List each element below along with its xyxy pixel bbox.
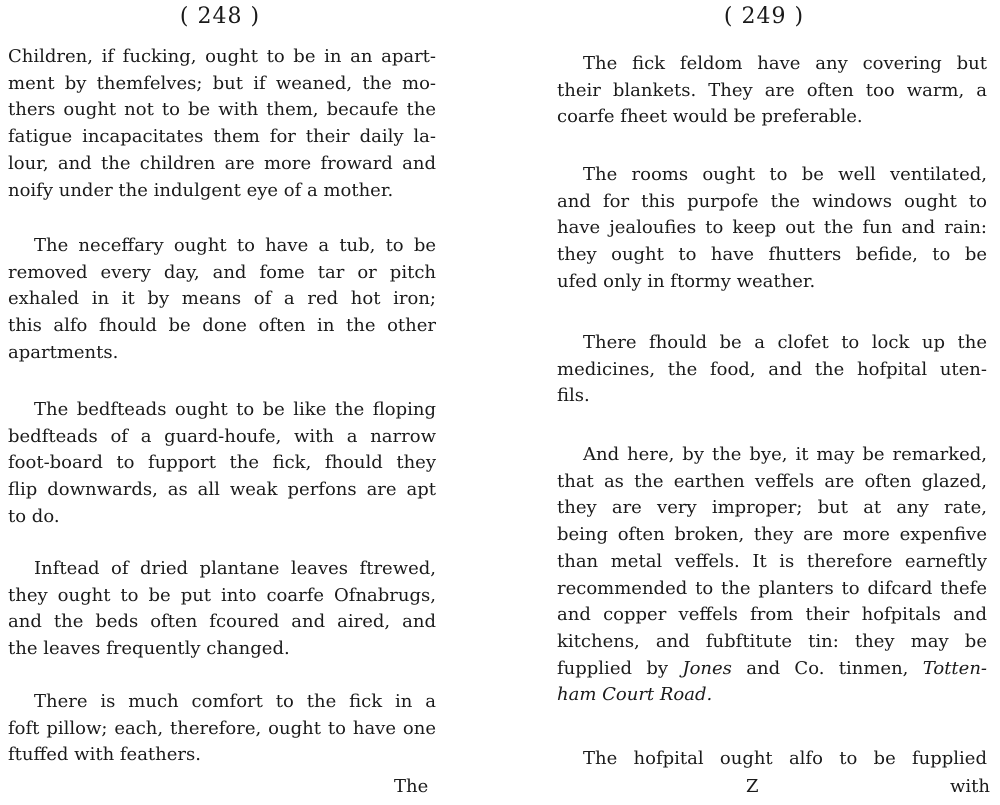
text-line: kitchens, and fubftitute tin: they may be [557, 630, 987, 652]
text-line: the leaves frequently changed. [8, 638, 290, 660]
text-line: ftuffed with feathers. [8, 744, 201, 766]
right-page [500, 0, 1000, 805]
right-paragraph-1 [557, 51, 987, 131]
left-paragraph-3 [8, 397, 436, 531]
page-number-left: ( 248 ) [179, 4, 261, 29]
left-paragraph-5 [8, 689, 436, 769]
catchword-right: with [950, 776, 990, 797]
text-line: flip downwards, as all weak perfons are apt [8, 479, 436, 501]
text-line-with-italics [557, 656, 987, 683]
text-line: that as the earthen veffels are often glazed, [557, 470, 987, 492]
left-paragraph-2 [8, 233, 436, 367]
text-line: medicines, the food, and the hofpital uten- [557, 358, 987, 380]
text-line: ufed only in ftormy weather. [557, 270, 816, 292]
text-line: apartments. [8, 341, 119, 363]
text-line: and copper veffels from their hofpitals and [557, 604, 987, 626]
left-paragraph-4 [8, 556, 436, 663]
text-line: The bedfteads ought to be like the floping [34, 399, 436, 420]
left-paragraph-1 [8, 44, 436, 204]
text-line [557, 682, 987, 709]
text-line: recommended to the planters to difcard thefe [557, 577, 987, 599]
text-line: removed every day, and fome tar or pitch [8, 261, 436, 283]
text-line: exhaled in it by means of a red hot iron; [8, 288, 436, 310]
italic-place: Totten- [922, 657, 987, 679]
text-line: fils. [557, 385, 590, 407]
text-line: they ought to have fhutters befide, to be [557, 244, 987, 266]
text-line: The hofpital ought alfo to be fupplied [583, 748, 987, 769]
text-fragment: and Co. tinmen, [731, 657, 923, 679]
text-line: coarfe fheet would be preferable. [557, 106, 863, 128]
right-paragraph-3 [557, 330, 987, 410]
text-line: foft pillow; each, therefore, ought to have one [8, 717, 436, 739]
text-line: Children, if fucking, ought to be in an apart- [8, 46, 436, 67]
text-line: have jealoufies to keep out the fun and rain: [557, 217, 987, 239]
text-line: ment by themfelves; but if weaned, the mo- [8, 72, 436, 94]
text-line: they are very improper; but at any rate, [557, 497, 987, 519]
text-line: being often broken, they are more expenfive [557, 524, 987, 546]
right-paragraph-5 [557, 746, 987, 773]
text-line: fatigue incapacitates them for their daily la- [8, 126, 436, 148]
right-paragraph-2 [557, 162, 987, 296]
text-line: The fick feldom have any covering but [583, 53, 987, 74]
catchword-left: The [394, 776, 429, 797]
text-line: and for this purpofe the windows ought to [557, 190, 987, 212]
text-line: thers ought not to be with them, becaufe the [8, 99, 436, 121]
text-line: they ought to be put into coarfe Ofnabrugs, [8, 584, 436, 606]
text-line: lour, and the children are more froward and [8, 152, 436, 174]
text-line: foot-board to fupport the fick, fhould they [8, 452, 436, 474]
text-line: And here, by the bye, it may be remarked, [583, 444, 987, 465]
text-line: and the beds often fcoured and aired, and [8, 611, 436, 633]
right-paragraph-4 [557, 442, 987, 709]
page-number-right: ( 249 ) [723, 4, 805, 29]
text-line: bedfteads of a guard-houfe, with a narrow [8, 425, 436, 447]
text-line: The neceffary ought to have a tub, to be [34, 235, 436, 256]
text-line: The rooms ought to be well ventilated, [583, 164, 987, 185]
text-line: There is much comfort to the fick in a [34, 691, 436, 712]
text-line: to do. [8, 505, 60, 527]
signature-mark: Z [746, 776, 759, 797]
text-line: noify under the indulgent eye of a mother. [8, 179, 394, 201]
text-line: There fhould be a clofet to lock up the [583, 332, 987, 353]
text-line: Inftead of dried plantane leaves ftrewed, [34, 558, 436, 579]
text-line: this alfo fhould be done often in the other [8, 315, 436, 337]
text-fragment: fupplied by [557, 657, 683, 679]
text-line: their blankets. They are often too warm, a [557, 79, 987, 101]
italic-name: Jones [682, 657, 732, 679]
text-line: than metal veffels. It is therefore earneftly [557, 550, 987, 572]
italic-place: ham Court Road. [557, 684, 713, 706]
